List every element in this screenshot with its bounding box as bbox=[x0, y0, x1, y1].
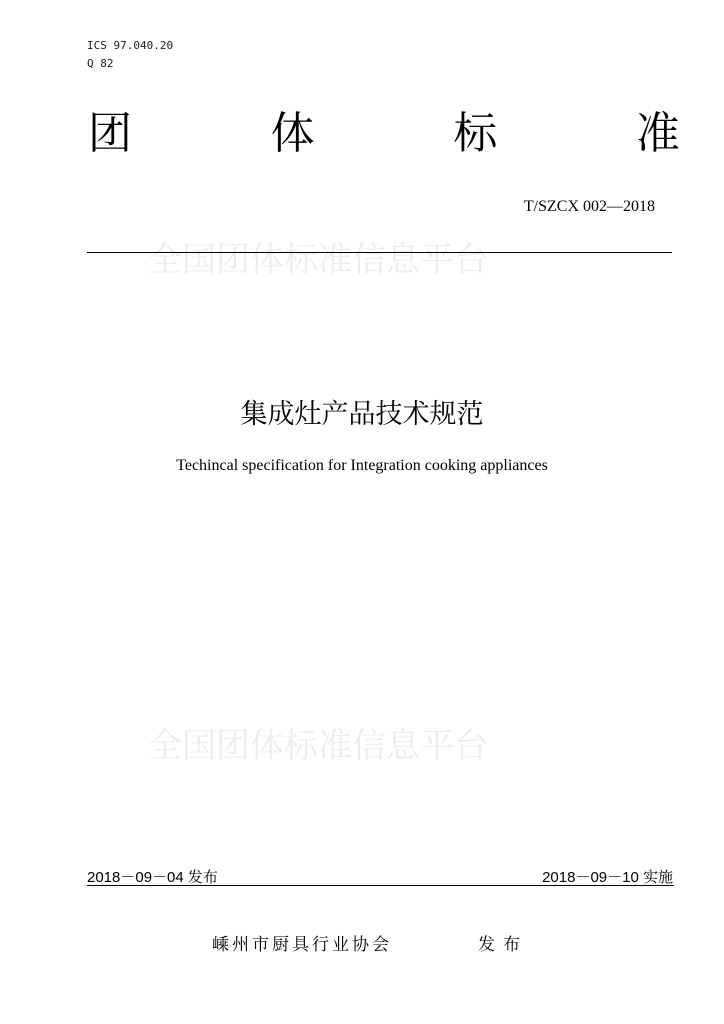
publish-date: 2018－09－04 发布 bbox=[87, 869, 218, 886]
document-title-english: Techincal specification for Integration cooking appliances bbox=[176, 457, 548, 474]
category-char: 准 bbox=[635, 108, 680, 159]
issue-label: 发布 bbox=[478, 935, 528, 955]
watermark-top: 全国团体标准信息平台 bbox=[148, 240, 488, 280]
category-char: 团 bbox=[88, 108, 132, 159]
bottom-divider bbox=[87, 885, 674, 886]
watermark-bottom: 全国团体标准信息平台 bbox=[148, 726, 488, 766]
document-title-chinese: 集成灶产品技术规范 bbox=[240, 399, 484, 430]
ccs-code: Q 82 bbox=[87, 57, 114, 70]
ics-code: ICS 97.040.20 bbox=[87, 39, 174, 52]
classification-codes bbox=[87, 37, 173, 73]
category-char: 标 bbox=[453, 108, 498, 159]
category-char: 体 bbox=[270, 108, 315, 159]
standard-category-heading bbox=[88, 108, 680, 160]
standard-number: T/SZCX 002—2018 bbox=[523, 198, 655, 215]
implement-date: 2018－09－10 实施 bbox=[542, 869, 673, 886]
issuing-organization: 嵊州市厨具行业协会 bbox=[212, 935, 392, 955]
